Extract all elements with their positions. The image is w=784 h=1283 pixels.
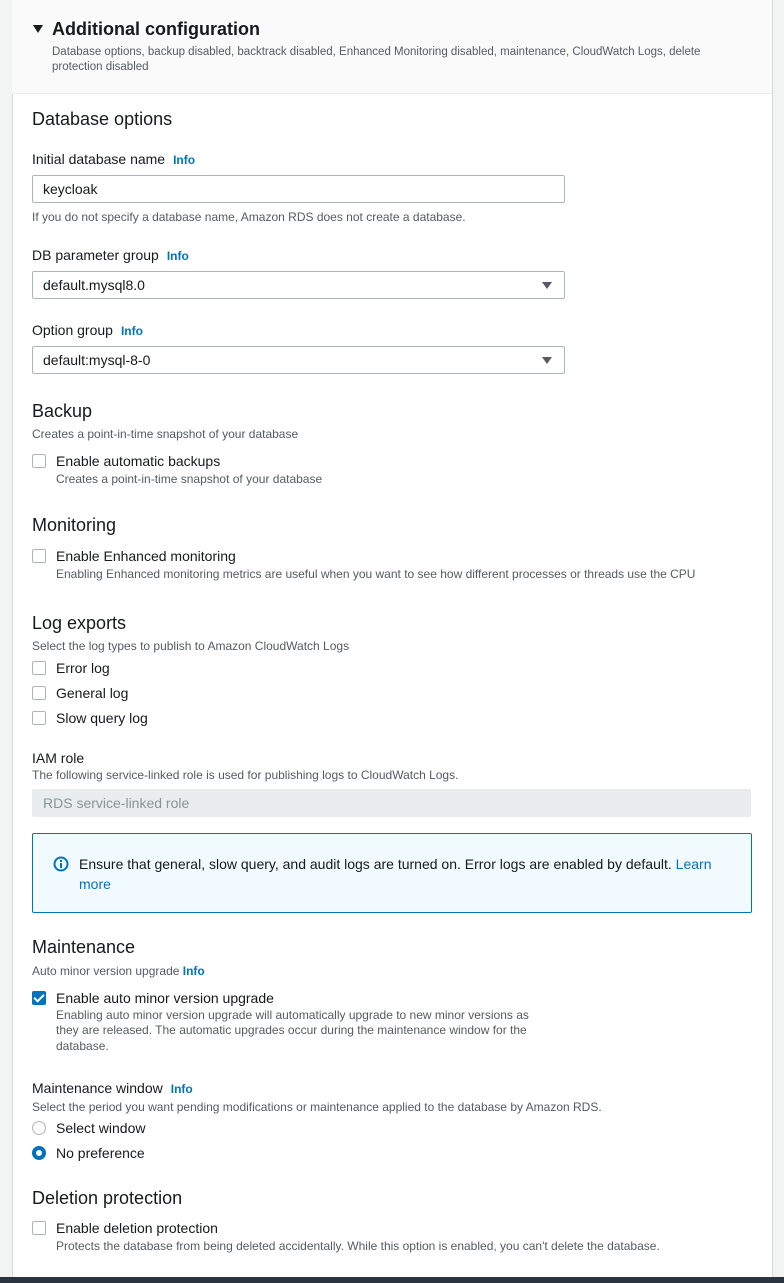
log-exports-heading: Log exports bbox=[32, 613, 127, 633]
initial-db-name-input[interactable]: keycloak bbox=[32, 175, 565, 203]
deletion-protection-desc: Protects the database from being deleted accidentally. While this option is enabled, you can't delete the database. bbox=[56, 1239, 660, 1253]
caret-down-icon[interactable] bbox=[33, 25, 43, 33]
no-preference-label[interactable]: No preference bbox=[56, 1145, 145, 1161]
option-group-select[interactable] bbox=[32, 346, 565, 374]
enable-backups-checkbox[interactable] bbox=[32, 454, 46, 468]
iam-role-description: The following service-linked role is used for publishing logs to CloudWatch Logs. bbox=[32, 768, 459, 782]
info-link[interactable]: Info bbox=[120, 324, 143, 338]
section-description: Database options, backup disabled, backtrack disabled, Enhanced Monitoring disabled, maintenance, CloudWatch Logs, delete bbox=[52, 46, 701, 58]
error-log-label[interactable]: Error log bbox=[56, 660, 110, 676]
auto-minor-upgrade-desc-2: they are released. The automatic upgrades occur during the maintenance window for the bbox=[56, 1023, 527, 1037]
option-group-label: Option group bbox=[32, 322, 113, 338]
error-log-checkbox[interactable] bbox=[32, 661, 46, 675]
auto-minor-upgrade-desc-3: database. bbox=[56, 1039, 109, 1053]
option-group-value: default:mysql-8-0 bbox=[43, 352, 151, 368]
info-link[interactable]: Info bbox=[166, 249, 189, 263]
log-exports-description: Select the log types to publish to Amazon CloudWatch Logs bbox=[32, 639, 350, 653]
initial-db-name-label: Initial database name bbox=[32, 151, 166, 167]
enable-backups-desc: Creates a point-in-time snapshot of your database bbox=[56, 472, 323, 486]
deletion-protection-label[interactable]: Enable deletion protection bbox=[56, 1220, 218, 1236]
info-alert bbox=[32, 833, 752, 913]
parameter-group-select[interactable] bbox=[32, 271, 565, 299]
general-log-checkbox[interactable] bbox=[32, 686, 46, 700]
enable-backups-label[interactable]: Enable automatic backups bbox=[56, 453, 221, 469]
maintenance-heading: Maintenance bbox=[32, 937, 136, 957]
iam-role-input: RDS service-linked role bbox=[32, 789, 751, 817]
parameter-group-label-row bbox=[32, 246, 189, 265]
no-preference-radio[interactable] bbox=[32, 1146, 46, 1160]
database-options-heading: Database options bbox=[32, 109, 173, 129]
iam-role-label: IAM role bbox=[32, 750, 85, 766]
auto-minor-upgrade-label: Auto minor version upgrade bbox=[32, 964, 180, 978]
section-title[interactable]: Additional configuration bbox=[52, 19, 260, 39]
dropdown-caret-icon bbox=[542, 282, 552, 289]
dropdown-caret-icon bbox=[542, 357, 552, 364]
maintenance-window-label-row bbox=[32, 1079, 193, 1098]
section-description-2: protection disabled bbox=[52, 61, 149, 73]
auto-minor-upgrade-desc-1: Enabling auto minor version upgrade will automatically upgrade to new minor versions as bbox=[56, 1008, 529, 1022]
slow-query-log-label[interactable]: Slow query log bbox=[56, 710, 148, 726]
learn-more-link-cont[interactable]: more bbox=[79, 876, 111, 892]
select-window-label[interactable]: Select window bbox=[56, 1120, 146, 1136]
info-link[interactable]: Info bbox=[182, 964, 205, 978]
initial-db-name-label-row bbox=[32, 150, 195, 169]
general-log-label[interactable]: General log bbox=[56, 685, 129, 701]
alert-text: Ensure that general, slow query, and audit logs are turned on. Error logs are enabled by default. bbox=[79, 856, 672, 872]
info-link[interactable]: Info bbox=[173, 153, 196, 167]
backup-description: Creates a point-in-time snapshot of your database bbox=[32, 427, 299, 441]
info-circle-icon bbox=[53, 856, 69, 872]
auto-minor-upgrade-row bbox=[32, 963, 205, 979]
deletion-protection-checkbox[interactable] bbox=[32, 1221, 46, 1235]
parameter-group-value: default.mysql8.0 bbox=[43, 277, 145, 293]
footer-bar bbox=[0, 1277, 784, 1283]
learn-more-link[interactable]: Learn bbox=[675, 856, 712, 872]
enhanced-monitoring-desc: Enabling Enhanced monitoring metrics are useful when you want to see how different processes or threads use the CPU bbox=[56, 567, 696, 581]
auto-minor-upgrade-checkbox-label[interactable]: Enable auto minor version upgrade bbox=[56, 990, 274, 1006]
slow-query-log-checkbox[interactable] bbox=[32, 711, 46, 725]
alert-text-line1 bbox=[79, 855, 711, 873]
maintenance-window-description: Select the period you want pending modifications or maintenance applied to the database by Amazon RDS. bbox=[32, 1100, 602, 1114]
select-window-radio[interactable] bbox=[32, 1121, 46, 1135]
option-group-label-row bbox=[32, 321, 143, 340]
initial-db-name-hint: If you do not specify a database name, Amazon RDS does not create a database. bbox=[32, 210, 466, 224]
maintenance-window-label: Maintenance window bbox=[32, 1080, 163, 1096]
auto-minor-upgrade-checkbox[interactable] bbox=[32, 991, 46, 1005]
info-link[interactable]: Info bbox=[170, 1082, 193, 1096]
enhanced-monitoring-label[interactable]: Enable Enhanced monitoring bbox=[56, 548, 236, 564]
deletion-protection-heading: Deletion protection bbox=[32, 1188, 183, 1208]
monitoring-heading: Monitoring bbox=[32, 515, 117, 535]
enhanced-monitoring-checkbox[interactable] bbox=[32, 549, 46, 563]
backup-heading: Backup bbox=[32, 401, 93, 421]
parameter-group-label: DB parameter group bbox=[32, 247, 159, 263]
